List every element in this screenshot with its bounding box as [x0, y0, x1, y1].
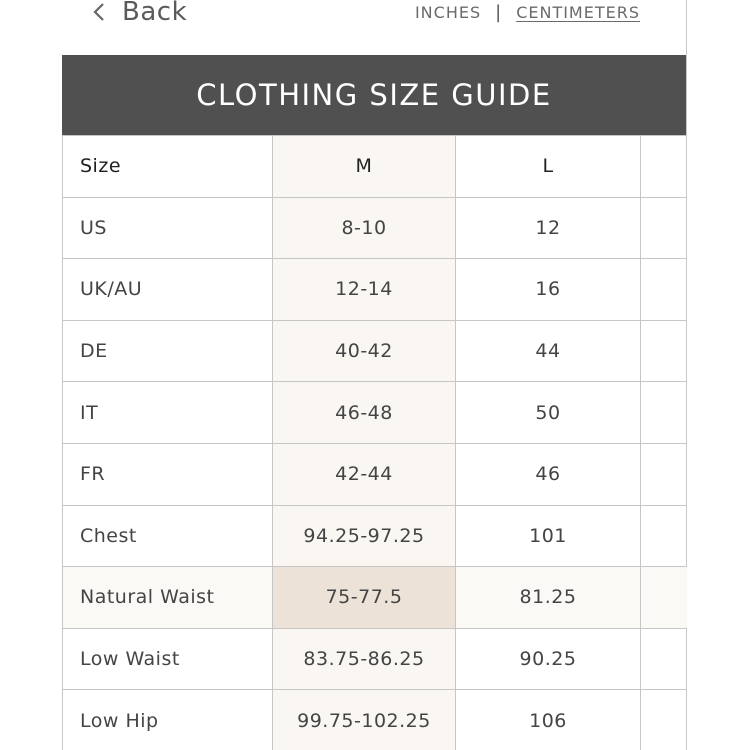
- cell-m: 83.75-86.25: [273, 628, 456, 690]
- table-row-highlighted: [63, 567, 687, 629]
- row-label: IT: [63, 382, 273, 444]
- back-label: Back: [122, 0, 188, 27]
- table-row: [63, 197, 687, 259]
- cell-l: 106: [456, 690, 641, 750]
- chevron-left-icon: [92, 2, 122, 22]
- cell-l: 46: [456, 443, 641, 505]
- table-row: [63, 382, 687, 444]
- table-row: [63, 690, 687, 750]
- row-label: Chest: [63, 505, 273, 567]
- cell-l: 44: [456, 320, 641, 382]
- cell-l: 50: [456, 382, 641, 444]
- cell-m: 99.75-102.25: [273, 690, 456, 750]
- cell-m: 94.25-97.25: [273, 505, 456, 567]
- page-title: CLOTHING SIZE GUIDE: [196, 78, 552, 112]
- row-label: US: [63, 197, 273, 259]
- column-header-l: L: [456, 136, 641, 198]
- cell-next: [641, 505, 687, 567]
- cell-l: 90.25: [456, 628, 641, 690]
- cell-m: 8-10: [273, 197, 456, 259]
- column-header-next: [641, 136, 687, 198]
- table-row: [63, 443, 687, 505]
- size-guide-header: [62, 55, 686, 135]
- cell-m-highlighted: 75-77.5: [273, 567, 456, 629]
- cell-next: [641, 567, 687, 629]
- table-row: [63, 505, 687, 567]
- unit-inches-link[interactable]: INCHES: [414, 2, 482, 22]
- cell-next: [641, 320, 687, 382]
- row-label: Natural Waist: [63, 567, 273, 629]
- cell-l: 81.25: [456, 567, 641, 629]
- cell-next: [641, 690, 687, 750]
- table-header-row: [63, 136, 687, 198]
- row-label: Low Waist: [63, 628, 273, 690]
- back-button[interactable]: [92, 0, 187, 30]
- row-label: DE: [63, 320, 273, 382]
- column-header-size: Size: [63, 136, 273, 198]
- cell-l: 101: [456, 505, 641, 567]
- cell-m: 12-14: [273, 259, 456, 321]
- cell-next: [641, 443, 687, 505]
- unit-separator: |: [495, 1, 503, 23]
- table-row: [63, 628, 687, 690]
- table-row: [63, 320, 687, 382]
- cell-l: 16: [456, 259, 641, 321]
- cell-m: 46-48: [273, 382, 456, 444]
- table-row: [63, 259, 687, 321]
- unit-centimeters-link[interactable]: CENTIMETERS: [516, 2, 640, 22]
- cell-next: [641, 259, 687, 321]
- column-header-m: M: [273, 136, 456, 198]
- row-label: UK/AU: [63, 259, 273, 321]
- top-bar: [0, 0, 750, 55]
- size-table: [62, 135, 687, 750]
- cell-l: 12: [456, 197, 641, 259]
- cell-m: 42-44: [273, 443, 456, 505]
- cell-next: [641, 382, 687, 444]
- cell-m: 40-42: [273, 320, 456, 382]
- row-label: Low Hip: [63, 690, 273, 750]
- cell-next: [641, 197, 687, 259]
- row-label: FR: [63, 443, 273, 505]
- unit-toggle: [415, 0, 640, 28]
- cell-next: [641, 628, 687, 690]
